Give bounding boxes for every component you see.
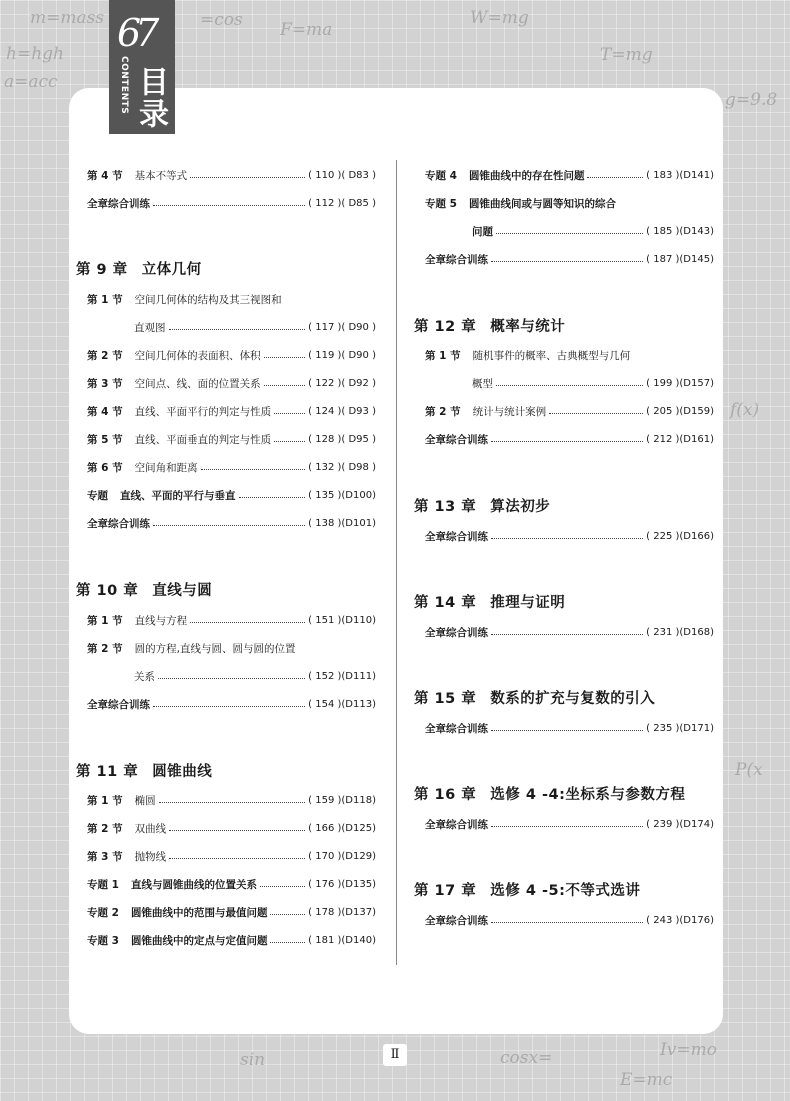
entry-label: 第 1 节 xyxy=(87,614,123,627)
background-formula: sin xyxy=(240,1050,266,1070)
entry-label: 专题 xyxy=(87,489,108,502)
entry-label: 第 1 节 xyxy=(425,349,461,362)
entry-title: 直线、平面垂直的判定与性质 xyxy=(134,433,272,446)
leader-dots xyxy=(153,205,305,206)
leader-dots xyxy=(491,730,643,731)
entry-pages: ( 122 )( D92 ) xyxy=(308,377,376,389)
toc-entry[interactable] xyxy=(87,431,376,447)
chapter-number: 第 14 章 xyxy=(414,595,477,611)
entry-pages: ( 181 )(D140) xyxy=(308,934,376,946)
entry-pages: ( 243 )(D176) xyxy=(646,914,714,926)
leader-dots xyxy=(496,385,643,386)
toc-entry[interactable] xyxy=(425,720,714,736)
chapter-heading[interactable] xyxy=(414,687,655,708)
entry-label: 第 3 节 xyxy=(87,850,123,863)
entry-label: 第 1 节 xyxy=(87,293,123,306)
background-formula: a=acc xyxy=(4,72,58,92)
toc-entry[interactable] xyxy=(87,459,376,475)
entry-pages: ( 231 )(D168) xyxy=(646,626,714,638)
entry-pages: ( 205 )(D159) xyxy=(646,405,714,417)
toc-entry[interactable] xyxy=(87,291,376,307)
chapter-number: 第 17 章 xyxy=(414,883,477,899)
leader-dots xyxy=(496,233,643,234)
page-number: Ⅱ xyxy=(383,1044,407,1066)
entry-title: 全章综合训练 xyxy=(87,698,150,711)
entry-title: 随机事件的概率、古典概型与几何 xyxy=(472,349,631,362)
chapter-number: 第 15 章 xyxy=(414,691,477,707)
entry-label: 第 2 节 xyxy=(87,822,123,835)
entry-title: 概型 xyxy=(472,377,493,390)
entry-title: 空间角和距离 xyxy=(134,461,198,474)
column-divider xyxy=(396,160,397,965)
toc-entry[interactable] xyxy=(425,347,714,363)
entry-pages: ( 176 )(D135) xyxy=(308,878,376,890)
leader-dots xyxy=(190,622,305,623)
entry-label: 第 2 节 xyxy=(87,642,123,655)
background-formula: f(x) xyxy=(730,400,760,420)
toc-entry[interactable] xyxy=(472,375,714,391)
entry-title: 圆锥曲线间或与圆等知识的综合 xyxy=(468,197,616,210)
entry-title: 空间点、线、面的位置关系 xyxy=(134,377,261,390)
entry-label: 专题 5 xyxy=(425,197,457,210)
entry-pages: ( 110 )( D83 ) xyxy=(308,169,376,181)
entry-pages: ( 212 )(D161) xyxy=(646,433,714,445)
entry-title: 直线、平面的平行与垂直 xyxy=(120,489,236,502)
entry-title: 全章综合训练 xyxy=(425,626,488,639)
toc-entry[interactable] xyxy=(87,347,376,363)
entry-title: 问题 xyxy=(472,225,493,238)
background-formula: g=9.8 xyxy=(725,90,778,110)
entry-title: 直线与方程 xyxy=(134,614,188,627)
entry-label: 第 4 节 xyxy=(87,405,123,418)
leader-dots xyxy=(491,538,643,539)
entry-title: 全章综合训练 xyxy=(425,722,488,735)
entry-title: 全章综合训练 xyxy=(425,433,488,446)
entry-pages: ( 178 )(D137) xyxy=(308,906,376,918)
chapter-title: 选修 4 -5:不等式选讲 xyxy=(490,883,641,899)
leader-dots xyxy=(270,914,305,915)
entry-title: 空间几何体的表面积、体积 xyxy=(134,349,261,362)
entry-label: 专题 1 xyxy=(87,878,119,891)
toc-entry[interactable] xyxy=(134,319,376,335)
chapter-title: 推理与证明 xyxy=(490,595,566,611)
toc-entry[interactable] xyxy=(87,876,376,892)
chapter-number: 第 13 章 xyxy=(414,499,477,515)
entry-pages: ( 166 )(D125) xyxy=(308,822,376,834)
chapter-title: 立体几何 xyxy=(141,262,202,278)
entry-pages: ( 225 )(D166) xyxy=(646,530,714,542)
leader-dots xyxy=(169,329,306,330)
background-formula: T=mg xyxy=(600,45,653,65)
entry-title: 全章综合训练 xyxy=(425,530,488,543)
entry-label: 第 4 节 xyxy=(87,169,123,182)
chapter-title: 选修 4 -4:坐标系与参数方程 xyxy=(490,787,686,803)
entry-pages: ( 117 )( D90 ) xyxy=(308,321,376,333)
leader-dots xyxy=(274,441,305,442)
entry-pages: ( 199 )(D157) xyxy=(646,377,714,389)
toc-entry[interactable] xyxy=(87,820,376,836)
toc-entry[interactable] xyxy=(425,167,714,183)
chapter-number: 第 12 章 xyxy=(414,319,477,335)
entry-title: 双曲线 xyxy=(134,822,167,835)
leader-dots xyxy=(491,634,643,635)
toc-entry[interactable] xyxy=(87,848,376,864)
background-formula: F=ma xyxy=(280,20,333,40)
leader-dots xyxy=(153,525,305,526)
leader-dots xyxy=(201,469,306,470)
entry-pages: ( 138 )(D101) xyxy=(308,517,376,529)
leader-dots xyxy=(158,678,305,679)
toc-entry[interactable] xyxy=(87,375,376,391)
entry-pages: ( 128 )( D95 ) xyxy=(308,433,376,445)
toc-entry[interactable] xyxy=(87,515,376,531)
leader-dots xyxy=(491,441,643,442)
entry-pages: ( 112 )( D85 ) xyxy=(308,197,376,209)
toc-entry[interactable] xyxy=(87,612,376,628)
series-logo: 67 xyxy=(117,11,154,55)
leader-dots xyxy=(491,922,643,923)
entry-label: 第 2 节 xyxy=(87,349,123,362)
contents-label-en: CONTENTS xyxy=(119,56,129,115)
chapter-heading[interactable] xyxy=(414,879,640,900)
chapter-heading[interactable] xyxy=(414,315,565,336)
leader-dots xyxy=(264,357,306,358)
background-formula: W=mg xyxy=(470,8,529,28)
toc-entry[interactable] xyxy=(87,904,376,920)
chapter-heading[interactable] xyxy=(414,591,565,612)
toc-entry[interactable] xyxy=(425,431,714,447)
chapter-heading[interactable] xyxy=(76,760,212,781)
entry-title: 直线与圆锥曲线的位置关系 xyxy=(130,878,257,891)
leader-dots xyxy=(190,177,305,178)
toc-entry[interactable] xyxy=(425,816,714,832)
entry-title: 全章综合训练 xyxy=(425,914,488,927)
chapter-title: 算法初步 xyxy=(490,499,551,515)
leader-dots xyxy=(270,942,305,943)
leader-dots xyxy=(274,413,305,414)
chapter-number: 第 10 章 xyxy=(76,583,139,599)
toc-entry[interactable] xyxy=(87,792,376,808)
toc-entry[interactable] xyxy=(87,487,376,503)
toc-entry[interactable] xyxy=(87,403,376,419)
entry-pages: ( 239 )(D174) xyxy=(646,818,714,830)
toc-entry[interactable] xyxy=(134,668,376,684)
entry-pages: ( 159 )(D118) xyxy=(308,794,376,806)
background-formula: cosx= xyxy=(500,1048,553,1068)
leader-dots xyxy=(159,802,306,803)
leader-dots xyxy=(169,858,305,859)
entry-label: 第 2 节 xyxy=(425,405,461,418)
entry-title: 直线、平面平行的判定与性质 xyxy=(134,405,272,418)
entry-title: 全章综合训练 xyxy=(425,818,488,831)
chapter-heading[interactable] xyxy=(414,783,685,804)
entry-title: 空间几何体的结构及其三视图和 xyxy=(134,293,282,306)
entry-title: 基本不等式 xyxy=(134,169,188,182)
leader-dots xyxy=(264,385,306,386)
entry-label: 第 6 节 xyxy=(87,461,123,474)
chapter-number: 第 11 章 xyxy=(76,764,139,780)
leader-dots xyxy=(153,706,305,707)
entry-pages: ( 132 )( D98 ) xyxy=(308,461,376,473)
entry-title: 椭圆 xyxy=(134,794,156,807)
chapter-title: 直线与圆 xyxy=(152,583,213,599)
leader-dots xyxy=(491,261,643,262)
entry-title: 圆锥曲线中的存在性问题 xyxy=(468,169,585,182)
chapter-title: 数系的扩充与复数的引入 xyxy=(490,691,656,707)
entry-title: 抛物线 xyxy=(134,850,167,863)
background-formula: Iv=mo xyxy=(660,1040,717,1060)
background-formula: E=mc xyxy=(620,1070,673,1090)
entry-label: 第 5 节 xyxy=(87,433,123,446)
toc-entry[interactable] xyxy=(425,403,714,419)
chapter-number: 第 9 章 xyxy=(76,262,128,278)
toc-entry[interactable] xyxy=(425,624,714,640)
entry-pages: ( 154 )(D113) xyxy=(308,698,376,710)
chapter-number: 第 16 章 xyxy=(414,787,477,803)
leader-dots xyxy=(239,497,306,498)
toc-entry[interactable] xyxy=(87,640,376,656)
entry-title: 圆锥曲线中的范围与最值问题 xyxy=(130,906,268,919)
entry-label: 第 3 节 xyxy=(87,377,123,390)
entry-title: 圆的方程,直线与圆、圆与圆的位置 xyxy=(134,642,296,655)
entry-pages: ( 187 )(D145) xyxy=(646,253,714,265)
entry-title: 关系 xyxy=(134,670,155,683)
chapter-title: 圆锥曲线 xyxy=(152,764,213,780)
entry-pages: ( 124 )( D93 ) xyxy=(308,405,376,417)
toc-entry[interactable] xyxy=(425,528,714,544)
toc-entry[interactable] xyxy=(87,696,376,712)
leader-dots xyxy=(491,826,643,827)
entry-title: 全章综合训练 xyxy=(87,197,150,210)
toc-entry[interactable] xyxy=(87,195,376,211)
toc-entry[interactable] xyxy=(87,932,376,948)
entry-pages: ( 183 )(D141) xyxy=(646,169,714,181)
entry-title: 直观图 xyxy=(134,321,166,334)
toc-entry[interactable] xyxy=(425,251,714,267)
entry-label: 专题 2 xyxy=(87,906,119,919)
entry-title: 全章综合训练 xyxy=(425,253,488,266)
contents-header-tab xyxy=(109,0,175,134)
leader-dots xyxy=(169,830,305,831)
background-formula: m=mass xyxy=(30,8,105,28)
leader-dots xyxy=(260,886,305,887)
entry-pages: ( 170 )(D129) xyxy=(308,850,376,862)
chapter-title: 概率与统计 xyxy=(490,319,566,335)
entry-title: 统计与统计案例 xyxy=(472,405,547,418)
entry-pages: ( 135 )(D100) xyxy=(308,489,376,501)
entry-title: 全章综合训练 xyxy=(87,517,150,530)
entry-label: 专题 3 xyxy=(87,934,119,947)
entry-pages: ( 185 )(D143) xyxy=(646,225,714,237)
toc-entry[interactable] xyxy=(472,223,714,239)
entry-pages: ( 151 )(D110) xyxy=(308,614,376,626)
background-formula: h=hgh xyxy=(6,44,64,64)
leader-dots xyxy=(549,413,643,414)
chapter-heading[interactable] xyxy=(76,579,212,600)
toc-entry[interactable] xyxy=(425,912,714,928)
entry-pages: ( 235 )(D171) xyxy=(646,722,714,734)
entry-pages: ( 152 )(D111) xyxy=(308,670,376,682)
entry-title: 圆锥曲线中的定点与定值问题 xyxy=(130,934,268,947)
entry-label: 第 1 节 xyxy=(87,794,123,807)
background-formula: P(x xyxy=(735,760,763,780)
entry-label: 专题 4 xyxy=(425,169,457,182)
entry-pages: ( 119 )( D90 ) xyxy=(308,349,376,361)
leader-dots xyxy=(587,177,643,178)
toc-entry[interactable] xyxy=(425,195,714,211)
background-formula: =cos xyxy=(200,10,243,30)
chapter-heading[interactable] xyxy=(414,495,550,516)
contents-label-zh: 目录 xyxy=(133,66,168,130)
toc-entry[interactable] xyxy=(87,167,376,183)
chapter-heading[interactable] xyxy=(76,258,202,279)
